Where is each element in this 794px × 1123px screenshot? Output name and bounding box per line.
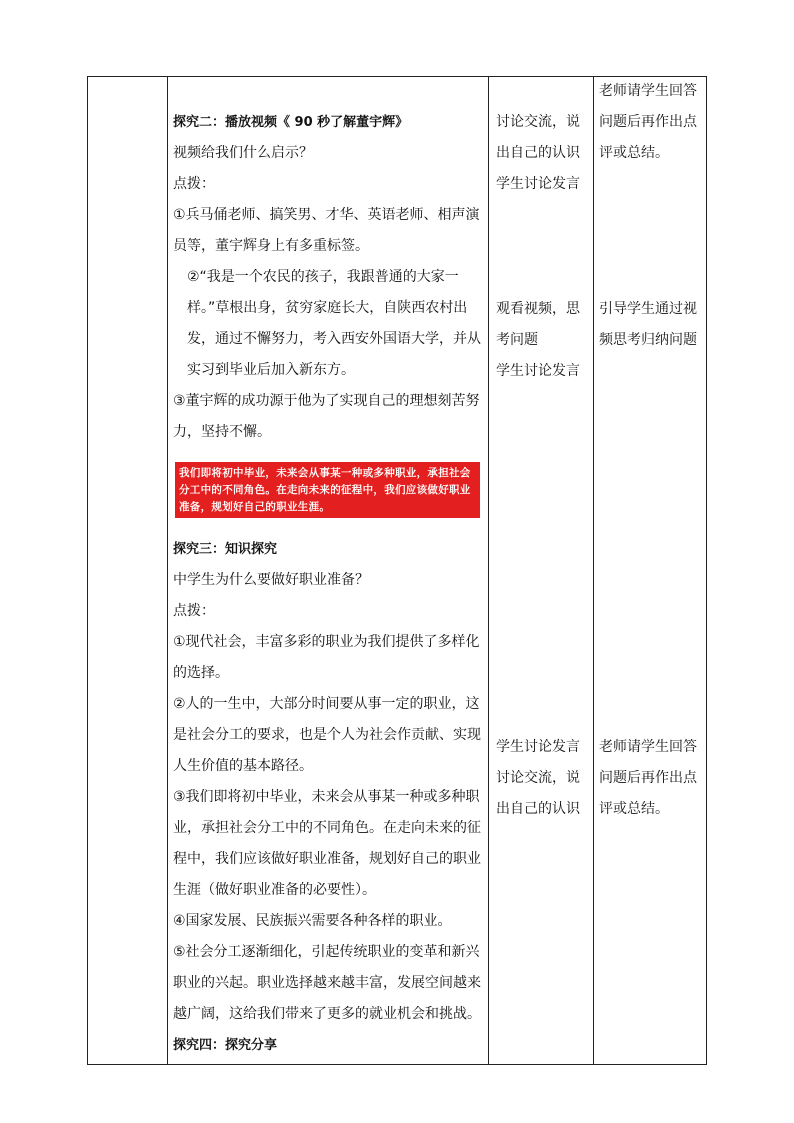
column-divider-1 [167, 76, 168, 1065]
section2-point-1: ①兵马俑老师、搞笑男、才华、英语老师、相声演员等，董宇辉身上有多重标签。 [173, 207, 480, 254]
student-activity-block-2 [496, 294, 590, 387]
section3-point-3: ③我们即将初中毕业，未来会从事某一种或多种职业，承担社会分工中的不同角色。在走向未来的征程中，我们应该做好职业准备，规划好自己的职业生涯（做好职业准备的必要性）。 [173, 789, 481, 898]
student-activity-1-line: 学生讨论发言 [496, 176, 580, 192]
section3-point-2: ②人的一生中，大部分时间要从事一定的职业，这是社会分工的要求，也是个人为社会作贡献、实现人生价值的基本路径。 [173, 696, 481, 774]
section4-title: 探究四：探究分享 [173, 1038, 278, 1053]
section2-point-2: ②“我是一个农民的孩子，我跟普通的大家一样。”草根出身，贫穷家庭长大，自陕西农村出发，通过不懈努力，考入西安外国语大学，并从实习到毕业后加入新东方。 [187, 269, 481, 378]
table-right-border [706, 76, 707, 1065]
student-activity-block-3 [496, 732, 590, 825]
content-column-lower [173, 534, 485, 1061]
teacher-note-block-1: 老师请学生回答问题后再作出点评或总结。 [599, 83, 697, 161]
student-activity-block-1 [496, 107, 590, 200]
section3-point-5: ⑤社会分工逐渐细化，引起传统职业的变革和新兴职业的兴起。职业选择越来越丰富，发展空间越来越广阔，这给我们带来了更多的就业机会和挑战。 [173, 944, 481, 1022]
teacher-note-block-3: 老师请学生回答问题后再作出点评或总结。 [599, 739, 697, 817]
table-bottom-border [87, 1064, 707, 1065]
column-divider-2 [488, 76, 489, 1065]
student-activity-2-line: 观看视频，思考问题 [496, 301, 580, 348]
section2-point-3: ③董宇辉的成功源于他为了实现自己的理想刻苦努力，坚持不懈。 [173, 393, 480, 440]
section2-hint-label: 点拨： [173, 176, 215, 192]
student-activity-2-line: 学生讨论发言 [496, 363, 580, 379]
section3-question: 中学生为什么要做好职业准备？ [173, 572, 369, 588]
section3-point-1: ①现代社会，丰富多彩的职业为我们提供了多样化的选择。 [173, 634, 480, 681]
content-column [173, 107, 485, 448]
section2-question: 视频给我们什么启示？ [173, 145, 313, 161]
red-callout-box: 我们即将初中毕业，未来会从事某一种或多种职业，承担社会分工中的不同角色。在走向未来的征程中，我们应该做好职业准备，规划好自己的职业生涯。 [175, 462, 480, 518]
section3-point-4: ④国家发展、民族振兴需要各种各样的职业。 [173, 913, 452, 929]
column-divider-3 [593, 76, 594, 1065]
section3-title: 探究三：知识探究 [173, 542, 278, 557]
section3-hint-label: 点拨： [173, 603, 215, 619]
section2-title: 探究二：播放视频《 90 秒了解董宇辉》 [173, 115, 409, 130]
student-activity-1-line: 讨论交流，说出自己的认识 [496, 114, 580, 161]
student-activity-3-line: 学生讨论发言 [496, 739, 580, 755]
table-left-border [87, 76, 88, 1065]
teacher-note-block-2: 引导学生通过视频思考归纳问题 [599, 301, 697, 348]
student-activity-3-line: 讨论交流，说出自己的认识 [496, 770, 580, 817]
